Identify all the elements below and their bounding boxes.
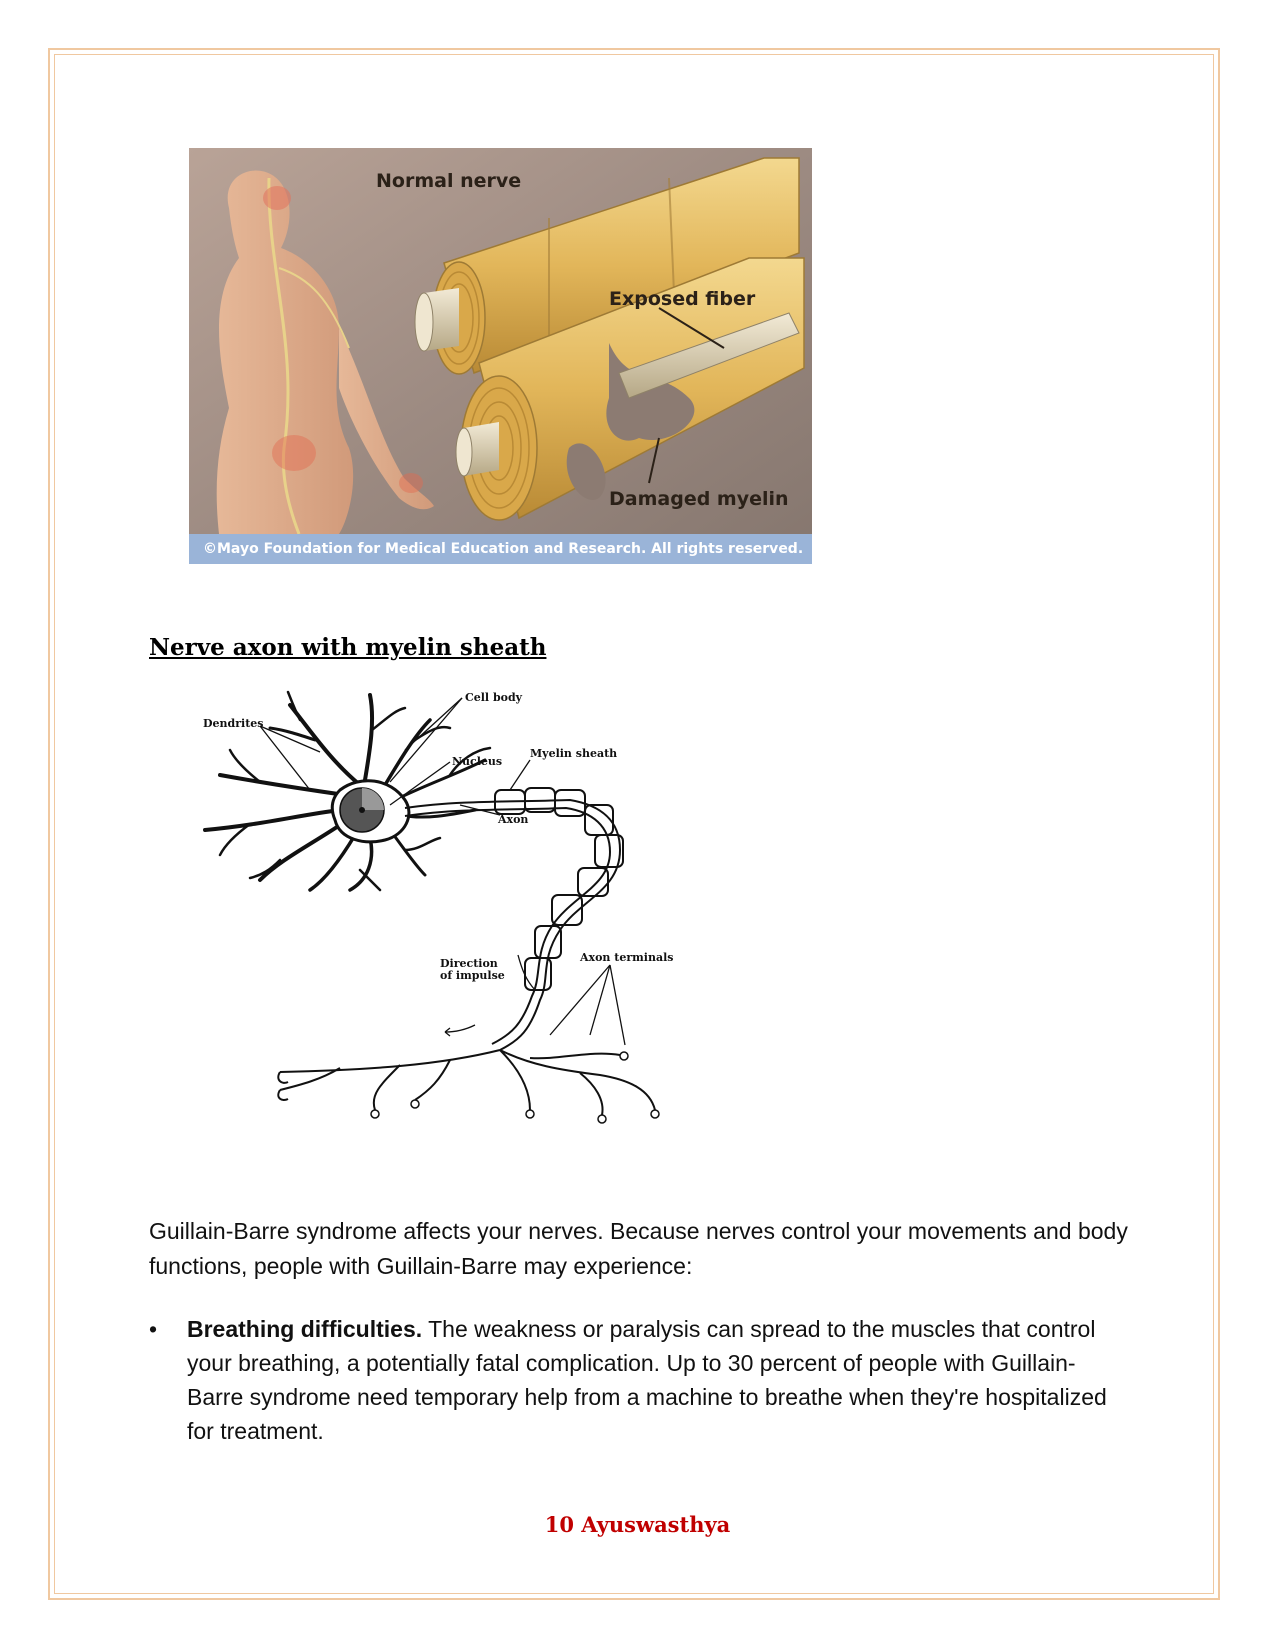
label-dendrites: Dendrites <box>203 717 264 730</box>
neuron-diagram <box>200 690 760 1160</box>
label-damaged-myelin: Damaged myelin <box>609 488 789 510</box>
page-footer: 10 Ayuswasthya <box>544 1512 731 1537</box>
label-axon-terminals: Axon terminals <box>580 951 674 964</box>
label-cell-body: Cell body <box>465 691 523 704</box>
intro-paragraph: Guillain-Barre syndrome affects your nerves. Because nerves control your movements and body functions, people with Guillain-Barre may experience: <box>149 1218 1128 1279</box>
image-credit: ©Mayo Foundation for Medical Education and Research. All rights reserved. <box>189 534 812 564</box>
bullet-icon: • <box>149 1316 158 1342</box>
symptom-description: The weakness or paralysis can spread to the muscles that control your breathing, a potentially fatal complication. Up to 30 percent of people with Guillain-Barre syndrome need temporary help from a machine to breathe when they're hospitalized for treatment. <box>187 1316 1107 1444</box>
label-nucleus: Nucleus <box>452 755 503 768</box>
label-normal-nerve: Normal nerve <box>376 170 522 192</box>
symptom-list <box>149 1312 1129 1448</box>
section-heading: Nerve axon with myelin sheath <box>149 634 547 661</box>
nerve-illustration <box>189 148 812 564</box>
label-of-impulse: of impulse <box>440 969 505 982</box>
label-exposed-fiber: Exposed fiber <box>609 288 756 310</box>
label-axon: Axon <box>498 813 529 826</box>
list-item <box>149 1312 1129 1448</box>
label-direction: Direction <box>440 957 498 970</box>
label-myelin-sheath: Myelin sheath <box>530 747 618 760</box>
symptom-term: Breathing difficulties. <box>187 1316 423 1342</box>
